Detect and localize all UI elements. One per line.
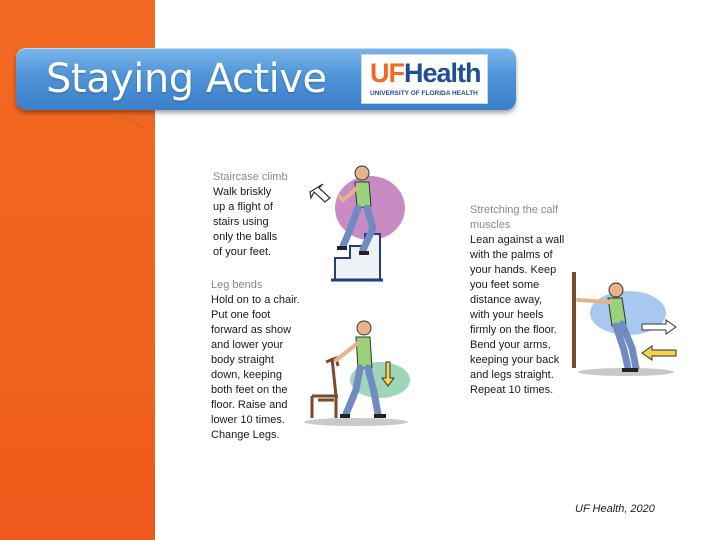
logo-uf-text: UF [370,58,404,88]
staircase-title: Staircase climb [213,171,288,183]
staircase-climb-illustration [305,160,410,290]
leg-bends-description: Hold on to a chair. Put one foot forward as show and lower your body straight down, keeping both feet on the floor. Raise and lower 10 times. Change Legs. [211,294,300,441]
calf-stretch-illustration [568,268,683,383]
leg-bends-illustration [298,318,413,428]
banner-swoosh-decoration [112,112,148,132]
logo-health-text: Health [404,58,481,88]
logo-subtitle: UNIVERSITY OF FLORIDA HEALTH [370,90,478,97]
source-caption: UF Health, 2020 [575,503,655,515]
uf-health-logo [361,54,488,104]
staircase-description: Walk briskly up a flight of stairs using only the balls of your feet. [213,186,278,258]
leg-bends-title: Leg bends [211,279,263,291]
title-banner [16,48,516,110]
calf-stretch-title: Stretching the calf muscles [470,204,559,231]
calf-stretch-exercise [470,203,580,398]
slide-title: Staying Active [46,56,327,102]
calf-stretch-description: Lean against a wall with the palms of your hands. Keep you feet some distance away, with your heels firmly on the floor. Bend your arms, keeping your back and legs straight. Repeat 10 times. [470,234,565,396]
